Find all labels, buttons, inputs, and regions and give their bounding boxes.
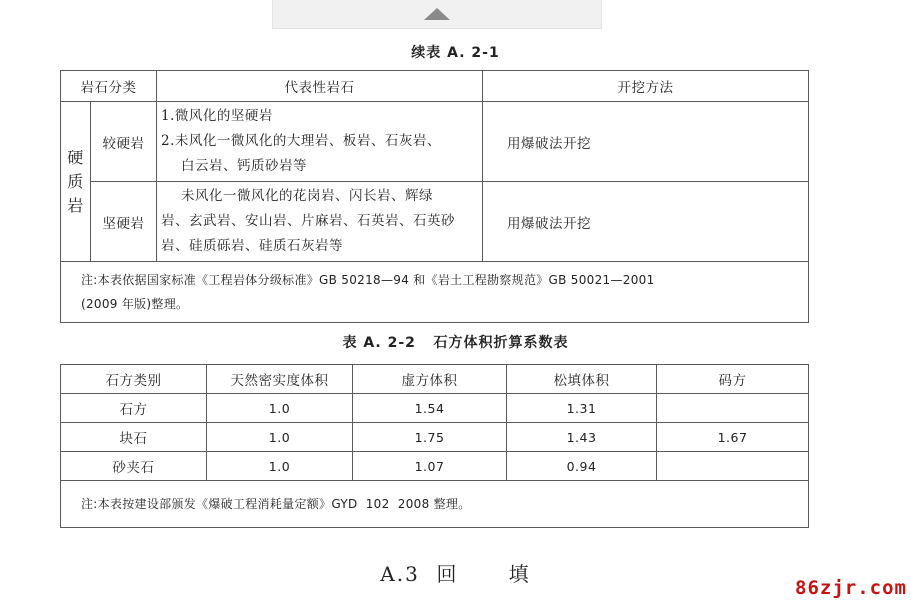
note-line: 注:本表依据国家标准《工程岩体分级标准》GB 50218—94 和《岩土工程勘察规范》GB 50021—2001: [81, 273, 655, 287]
stone-type-cell: 砂夹石: [61, 452, 207, 481]
rock-line: 岩、硅质砾岩、硅质石灰岩等: [161, 238, 343, 254]
stacked-volume-cell: [657, 394, 809, 423]
rock-line: 1.微风化的坚硬岩: [161, 108, 273, 124]
fill-volume-cell: 1.43: [507, 423, 657, 452]
header-excavation-method: 开挖方法: [483, 71, 809, 102]
table1-header-row: [61, 71, 809, 102]
scroll-up-icon[interactable]: [424, 8, 450, 20]
watermark: 86zjr.com: [795, 577, 907, 599]
header-stone-type: 石方类别: [61, 365, 207, 394]
stone-type-cell: 块石: [61, 423, 207, 452]
table-row: [61, 452, 809, 481]
group-label: [61, 102, 91, 262]
header-natural-volume: 天然密实度体积: [207, 365, 353, 394]
header-loose-volume: 虚方体积: [353, 365, 507, 394]
note-line: (2009 年版)整理。: [81, 297, 189, 311]
section-heading: A.3 回 填: [380, 562, 531, 586]
group-label-text: 硬质岩: [67, 147, 84, 215]
table2-header-row: [61, 365, 809, 394]
header-representative-rock: 代表性岩石: [157, 71, 483, 102]
scroll-up-tab[interactable]: [272, 0, 602, 29]
rock-line: 白云岩、钙质砂岩等: [181, 158, 307, 174]
subclass-cell: 较硬岩: [91, 102, 157, 182]
loose-volume-cell: 1.54: [353, 394, 507, 423]
method-cell: 用爆破法开挖: [483, 102, 809, 182]
table1-note: [61, 262, 809, 323]
rock-line: 未风化一微风化的花岗岩、闪长岩、辉绿: [181, 188, 433, 204]
fill-volume-cell: 1.31: [507, 394, 657, 423]
volume-conversion-table: [60, 364, 809, 528]
natural-volume-cell: 1.0: [207, 452, 353, 481]
header-rock-class: 岩石分类: [61, 71, 157, 102]
table2-note: 注:本表按建设部颁发《爆破工程消耗量定额》GYD 102 2008 整理。: [61, 481, 809, 528]
stacked-volume-cell: [657, 452, 809, 481]
table1-note-row: [61, 262, 809, 323]
fill-volume-cell: 0.94: [507, 452, 657, 481]
rock-line: 2.未风化一微风化的大理岩、板岩、石灰岩、: [161, 133, 441, 149]
stone-type-cell: 石方: [61, 394, 207, 423]
table1-caption: 续表 A. 2-1: [411, 45, 500, 61]
loose-volume-cell: 1.07: [353, 452, 507, 481]
header-fill-volume: 松填体积: [507, 365, 657, 394]
table-row: [61, 423, 809, 452]
loose-volume-cell: 1.75: [353, 423, 507, 452]
representative-rock-cell: [157, 102, 483, 182]
stacked-volume-cell: 1.67: [657, 423, 809, 452]
method-cell: 用爆破法开挖: [483, 182, 809, 262]
table2-note-row: [61, 481, 809, 528]
rock-classification-table: [60, 70, 809, 323]
natural-volume-cell: 1.0: [207, 423, 353, 452]
table2-caption: 表 A. 2-2 石方体积折算系数表: [342, 335, 569, 351]
subclass-cell: 坚硬岩: [91, 182, 157, 262]
table-row: [61, 102, 809, 182]
natural-volume-cell: 1.0: [207, 394, 353, 423]
table-row: [61, 394, 809, 423]
representative-rock-cell: [157, 182, 483, 262]
table-row: [61, 182, 809, 262]
header-stacked-volume: 码方: [657, 365, 809, 394]
rock-line: 岩、玄武岩、安山岩、片麻岩、石英岩、石英砂: [161, 213, 455, 229]
